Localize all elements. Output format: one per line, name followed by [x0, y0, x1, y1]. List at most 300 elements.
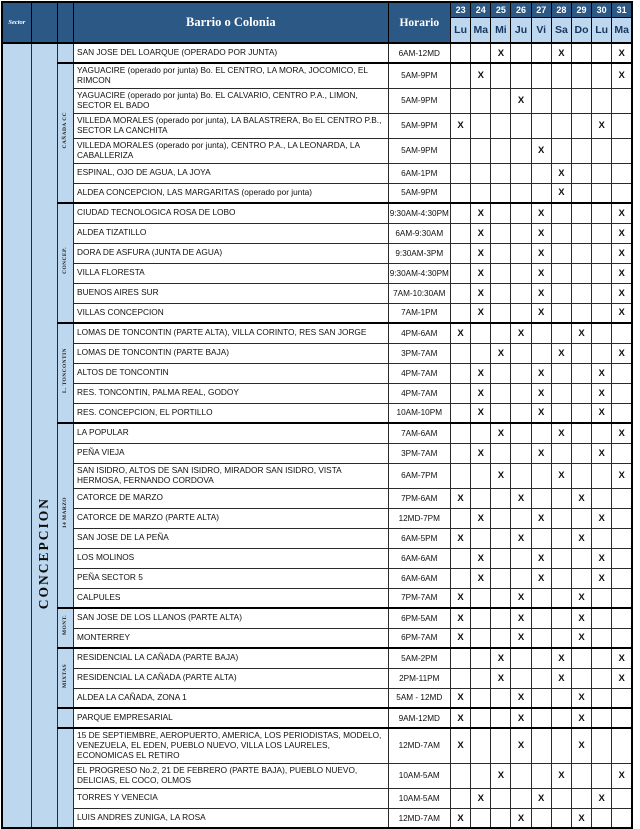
day-mark-cell	[511, 283, 531, 303]
horario-column-header: Horario	[388, 2, 450, 43]
day-mark-cell	[551, 728, 571, 763]
day-mark-cell	[571, 43, 591, 63]
horario-cell: 5AM - 12MD	[388, 688, 450, 708]
day-mark-cell	[592, 138, 612, 163]
day-mark-cell	[592, 488, 612, 508]
day-mark-cell: X	[571, 588, 591, 608]
day-mark-cell	[491, 528, 511, 548]
day-mark-cell	[571, 283, 591, 303]
day-mark-cell: X	[451, 808, 471, 828]
day-mark-cell	[592, 343, 612, 363]
day-mark-cell	[491, 243, 511, 263]
table-row	[2, 508, 632, 528]
day-mark-cell	[491, 488, 511, 508]
day-mark-cell	[511, 223, 531, 243]
day-mark-cell	[491, 138, 511, 163]
barrio-cell: DORA DE ASFURA (JUNTA DE AGUA)	[74, 243, 388, 263]
table-row	[2, 788, 632, 808]
day-mark-cell	[491, 88, 511, 113]
horario-cell: 5AM-9PM	[388, 113, 450, 138]
day-mark-cell	[612, 488, 632, 508]
day-mark-cell: X	[592, 363, 612, 383]
day-mark-cell	[491, 688, 511, 708]
day-mark-cell	[571, 183, 591, 203]
day-mark-cell	[531, 343, 551, 363]
day-mark-cell: X	[471, 203, 491, 223]
barrio-cell: SAN ISIDRO, ALTOS DE SAN ISIDRO, MIRADOR SAN ISIDRO, VISTA HERMOSA, FERNANDO CORDOVA	[74, 463, 388, 488]
day-mark-cell: X	[612, 303, 632, 323]
horario-cell: 5AM-9PM	[388, 183, 450, 203]
day-mark-cell	[451, 343, 471, 363]
barrio-cell: ALDEA CONCEPCION, LAS MARGARITAS (operado por junta)	[74, 183, 388, 203]
day-mark-cell	[511, 203, 531, 223]
day-mark-cell	[531, 113, 551, 138]
day-mark-cell	[592, 628, 612, 648]
horario-cell: 6AM-6AM	[388, 548, 450, 568]
table-row	[2, 63, 632, 88]
barrio-cell: PARQUE EMPRESARIAL	[74, 708, 388, 728]
day-mark-cell	[471, 463, 491, 488]
barrio-cell: YAGUACIRE (operado por junta) Bo. EL CENTRO, LA MORA, JOCOMICO, EL RIMCON	[74, 63, 388, 88]
day-mark-cell: X	[511, 708, 531, 728]
horario-cell: 6AM-6AM	[388, 568, 450, 588]
day-mark-cell	[471, 138, 491, 163]
day-mark-cell	[551, 203, 571, 223]
day-mark-cell	[571, 568, 591, 588]
day-mark-cell: X	[551, 423, 571, 443]
day-mark-cell	[491, 628, 511, 648]
group-label-cell	[57, 323, 73, 423]
table-row	[2, 383, 632, 403]
day-mark-cell	[491, 113, 511, 138]
day-mark-cell	[551, 788, 571, 808]
table-row	[2, 463, 632, 488]
barrio-cell: SAN JOSE DE LOS LLANOS (PARTE ALTA)	[74, 608, 388, 628]
day-mark-cell: X	[571, 608, 591, 628]
day-mark-cell: X	[471, 283, 491, 303]
table-row	[2, 763, 632, 788]
table-row	[2, 343, 632, 363]
day-mark-cell	[612, 628, 632, 648]
horario-cell: 10AM-5AM	[388, 788, 450, 808]
day-mark-cell: X	[511, 323, 531, 343]
day-mark-cell	[571, 63, 591, 88]
day-mark-cell	[471, 808, 491, 828]
day-mark-cell	[531, 668, 551, 688]
day-mark-cell	[612, 568, 632, 588]
horario-cell: 7PM-6AM	[388, 488, 450, 508]
day-mark-cell: X	[571, 708, 591, 728]
day-mark-cell	[531, 488, 551, 508]
day-mark-cell	[551, 323, 571, 343]
day-mark-cell: X	[551, 648, 571, 668]
day-mark-cell	[471, 628, 491, 648]
day-mark-cell: X	[471, 383, 491, 403]
group-label-cell	[57, 608, 73, 648]
day-mark-cell	[491, 728, 511, 763]
day-mark-cell	[551, 588, 571, 608]
day-mark-cell	[612, 688, 632, 708]
day-mark-cell	[511, 138, 531, 163]
barrio-cell: LA POPULAR	[74, 423, 388, 443]
day-mark-cell	[592, 808, 612, 828]
date-column-header: 30	[592, 2, 612, 17]
day-mark-cell	[511, 508, 531, 528]
day-mark-cell	[531, 588, 551, 608]
day-mark-cell	[551, 88, 571, 113]
day-mark-cell: X	[491, 423, 511, 443]
day-mark-cell	[592, 688, 612, 708]
day-mark-cell: X	[451, 708, 471, 728]
table-row	[2, 548, 632, 568]
table-row	[2, 43, 632, 63]
day-mark-cell	[451, 763, 471, 788]
day-mark-cell: X	[531, 243, 551, 263]
day-mark-cell: X	[451, 728, 471, 763]
day-mark-cell	[451, 363, 471, 383]
day-mark-cell	[531, 163, 551, 183]
barrio-cell: CIUDAD TECNOLOGICA ROSA DE LOBO	[74, 203, 388, 223]
day-mark-cell	[491, 63, 511, 88]
barrio-cell: RES. TONCONTIN, PALMA REAL, GODOY	[74, 383, 388, 403]
barrio-cell: PEÑA VIEJA	[74, 443, 388, 463]
barrio-cell: CALPULES	[74, 588, 388, 608]
day-mark-cell: X	[592, 383, 612, 403]
day-mark-cell	[612, 383, 632, 403]
sector-name-column-header	[31, 2, 57, 43]
barrio-cell: PEÑA SECTOR 5	[74, 568, 388, 588]
horario-cell: 5AM-9PM	[388, 138, 450, 163]
day-mark-cell	[571, 138, 591, 163]
day-mark-cell: X	[511, 808, 531, 828]
day-mark-cell: X	[531, 303, 551, 323]
day-mark-cell	[491, 508, 511, 528]
day-mark-cell: X	[511, 728, 531, 763]
day-mark-cell: X	[471, 508, 491, 528]
day-mark-cell	[491, 383, 511, 403]
day-mark-cell	[571, 648, 591, 668]
day-mark-cell	[511, 568, 531, 588]
table-row	[2, 608, 632, 628]
day-mark-cell	[511, 668, 531, 688]
day-mark-cell	[592, 243, 612, 263]
barrio-cell: VILLEDA MORALES (operado por junta), LA BALASTRERA, Bo EL CENTRO P.B., SECTOR LA CANCHITA	[74, 113, 388, 138]
table-row	[2, 443, 632, 463]
day-mark-cell	[531, 463, 551, 488]
day-mark-cell	[451, 43, 471, 63]
horario-cell: 6AM-7PM	[388, 463, 450, 488]
day-mark-cell	[451, 788, 471, 808]
horario-cell: 7AM-6AM	[388, 423, 450, 443]
group-label-cell	[57, 648, 73, 708]
day-mark-cell	[451, 283, 471, 303]
day-mark-cell	[571, 113, 591, 138]
day-mark-cell	[612, 728, 632, 763]
table-row	[2, 488, 632, 508]
day-mark-cell: X	[471, 63, 491, 88]
day-mark-cell	[511, 648, 531, 668]
horario-cell: 4PM-7AM	[388, 383, 450, 403]
table-row	[2, 163, 632, 183]
table-row	[2, 323, 632, 343]
day-mark-cell	[551, 708, 571, 728]
sector-vertical-label: CONCEPCION	[36, 497, 52, 610]
day-mark-cell: X	[612, 648, 632, 668]
horario-cell: 5AM-9PM	[388, 63, 450, 88]
group-vertical-label: CAÑADA CC	[62, 112, 69, 149]
barrio-cell: SAN JOSE DEL LOARQUE (OPERADO POR JUNTA)	[74, 43, 388, 63]
date-column-header: 23	[451, 2, 471, 17]
day-mark-cell	[511, 463, 531, 488]
day-mark-cell	[451, 548, 471, 568]
day-mark-cell	[491, 203, 511, 223]
day-mark-cell: X	[612, 343, 632, 363]
day-mark-cell	[612, 708, 632, 728]
horario-cell: 12MD-7PM	[388, 508, 450, 528]
day-mark-cell	[612, 508, 632, 528]
day-mark-cell	[511, 788, 531, 808]
day-column-header: Lu	[451, 17, 471, 43]
day-mark-cell	[531, 808, 551, 828]
day-mark-cell	[511, 443, 531, 463]
day-mark-cell: X	[612, 263, 632, 283]
day-mark-cell: X	[471, 263, 491, 283]
day-mark-cell	[491, 323, 511, 343]
day-mark-cell	[491, 443, 511, 463]
day-mark-cell	[451, 163, 471, 183]
day-mark-cell	[592, 88, 612, 113]
day-mark-cell	[612, 608, 632, 628]
day-mark-cell	[592, 283, 612, 303]
horario-cell: 9:30AM-3PM	[388, 243, 450, 263]
group-vertical-label: MONT.	[62, 615, 69, 636]
horario-cell: 4PM-6AM	[388, 323, 450, 343]
day-mark-cell	[612, 113, 632, 138]
day-mark-cell: X	[592, 403, 612, 423]
day-mark-cell	[531, 763, 551, 788]
barrio-cell: CATORCE DE MARZO (PARTE ALTA)	[74, 508, 388, 528]
day-mark-cell: X	[491, 763, 511, 788]
day-mark-cell	[571, 163, 591, 183]
day-mark-cell: X	[531, 788, 551, 808]
day-mark-cell: X	[612, 243, 632, 263]
horario-cell: 12MD-7AM	[388, 728, 450, 763]
horario-cell: 6AM-9:30AM	[388, 223, 450, 243]
group-vertical-label: CONCEP.	[62, 247, 69, 275]
day-mark-cell	[491, 568, 511, 588]
date-column-header: 27	[531, 2, 551, 17]
day-mark-cell	[551, 263, 571, 283]
day-column-header: Sa	[551, 17, 571, 43]
day-mark-cell	[592, 263, 612, 283]
day-mark-cell	[531, 323, 551, 343]
day-mark-cell: X	[612, 668, 632, 688]
day-mark-cell: X	[571, 628, 591, 648]
horario-cell: 7PM-7AM	[388, 588, 450, 608]
day-mark-cell: X	[471, 788, 491, 808]
day-mark-cell	[471, 708, 491, 728]
day-mark-cell	[451, 138, 471, 163]
day-mark-cell	[451, 223, 471, 243]
table-row	[2, 423, 632, 443]
day-mark-cell	[612, 88, 632, 113]
day-mark-cell	[451, 463, 471, 488]
day-mark-cell	[491, 303, 511, 323]
day-mark-cell	[531, 688, 551, 708]
day-mark-cell	[451, 88, 471, 113]
day-mark-cell	[471, 648, 491, 668]
day-mark-cell	[451, 423, 471, 443]
day-mark-cell	[511, 163, 531, 183]
day-mark-cell	[551, 443, 571, 463]
table-header	[2, 2, 632, 43]
day-mark-cell	[531, 43, 551, 63]
day-mark-cell	[451, 568, 471, 588]
day-mark-cell	[471, 668, 491, 688]
day-mark-cell	[571, 88, 591, 113]
day-mark-cell	[551, 508, 571, 528]
horario-cell: 5AM-9PM	[388, 88, 450, 113]
day-mark-cell	[612, 808, 632, 828]
group-vertical-label: MIXTAS	[62, 663, 69, 688]
barrio-cell: EL PROGRESO No.2, 21 DE FEBRERO (PARTE BAJA), PUEBLO NUEVO, DELICIAS, EL COCO, OLMOS	[74, 763, 388, 788]
day-mark-cell	[471, 43, 491, 63]
day-mark-cell	[451, 303, 471, 323]
day-mark-cell	[451, 508, 471, 528]
table-row	[2, 88, 632, 113]
group-vertical-label: 14 MARZO	[62, 497, 69, 529]
day-mark-cell: X	[612, 43, 632, 63]
day-mark-cell	[471, 688, 491, 708]
table-row	[2, 688, 632, 708]
day-mark-cell: X	[471, 243, 491, 263]
day-mark-cell	[511, 43, 531, 63]
day-mark-cell	[612, 183, 632, 203]
horario-cell: 5AM-2PM	[388, 648, 450, 668]
sector-name-cell	[31, 43, 57, 828]
day-mark-cell	[612, 138, 632, 163]
day-mark-cell	[531, 648, 551, 668]
table-row	[2, 363, 632, 383]
day-mark-cell	[451, 443, 471, 463]
day-mark-cell: X	[612, 763, 632, 788]
day-mark-cell: X	[491, 43, 511, 63]
day-mark-cell	[491, 588, 511, 608]
barrio-cell: ALDEA LA CAÑADA, ZONA 1	[74, 688, 388, 708]
day-mark-cell	[511, 763, 531, 788]
day-mark-cell	[471, 763, 491, 788]
group-label-cell	[57, 43, 73, 63]
day-mark-cell	[511, 263, 531, 283]
table-row	[2, 113, 632, 138]
day-mark-cell: X	[531, 263, 551, 283]
day-mark-cell	[551, 303, 571, 323]
horario-cell: 9AM-12MD	[388, 708, 450, 728]
day-mark-cell	[571, 788, 591, 808]
day-mark-cell: X	[491, 463, 511, 488]
day-mark-cell	[451, 203, 471, 223]
barrio-cell: YAGUACIRE (operado por junta) Bo. EL CALVARIO, CENTRO P.A., LIMON, SECTOR EL BADO	[74, 88, 388, 113]
day-mark-cell	[531, 528, 551, 548]
day-mark-cell: X	[531, 138, 551, 163]
day-mark-cell: X	[571, 528, 591, 548]
day-mark-cell	[491, 363, 511, 383]
table-row	[2, 303, 632, 323]
horario-cell: 6PM-7AM	[388, 628, 450, 648]
day-mark-cell	[592, 303, 612, 323]
day-mark-cell	[511, 183, 531, 203]
day-mark-cell	[531, 708, 551, 728]
day-mark-cell	[531, 183, 551, 203]
day-mark-cell: X	[511, 688, 531, 708]
table-row	[2, 588, 632, 608]
table-row	[2, 183, 632, 203]
day-mark-cell: X	[451, 608, 471, 628]
horario-cell: 3PM-7AM	[388, 343, 450, 363]
day-mark-cell	[571, 383, 591, 403]
day-mark-cell: X	[551, 183, 571, 203]
day-mark-cell	[592, 668, 612, 688]
day-mark-cell: X	[491, 343, 511, 363]
day-mark-cell	[471, 608, 491, 628]
day-mark-cell	[551, 403, 571, 423]
day-mark-cell	[511, 113, 531, 138]
barrio-cell: CATORCE DE MARZO	[74, 488, 388, 508]
day-column-header: Mi	[491, 17, 511, 43]
date-column-header: 24	[471, 2, 491, 17]
day-mark-cell: X	[471, 548, 491, 568]
barrio-cell: RESIDENCIAL LA CAÑADA (PARTE ALTA)	[74, 668, 388, 688]
day-mark-cell	[571, 508, 591, 528]
day-mark-cell	[571, 363, 591, 383]
day-mark-cell	[471, 183, 491, 203]
table-row	[2, 648, 632, 668]
day-mark-cell	[491, 788, 511, 808]
day-mark-cell	[612, 548, 632, 568]
day-mark-cell	[571, 403, 591, 423]
day-mark-cell	[551, 63, 571, 88]
day-mark-cell	[551, 608, 571, 628]
day-mark-cell	[451, 668, 471, 688]
day-mark-cell	[551, 363, 571, 383]
day-mark-cell	[592, 323, 612, 343]
day-mark-cell: X	[511, 588, 531, 608]
day-mark-cell	[592, 63, 612, 88]
day-mark-cell: X	[531, 568, 551, 588]
day-column-header: Ma	[471, 17, 491, 43]
horario-cell: 6AM-5PM	[388, 528, 450, 548]
day-mark-cell: X	[592, 443, 612, 463]
barrio-cell: LUIS ANDRES ZUNIGA, LA ROSA	[74, 808, 388, 828]
day-mark-cell	[531, 88, 551, 113]
table-row	[2, 808, 632, 828]
day-mark-cell	[551, 628, 571, 648]
day-mark-cell	[471, 113, 491, 138]
day-mark-cell	[451, 183, 471, 203]
day-mark-cell	[612, 323, 632, 343]
date-column-header: 29	[571, 2, 591, 17]
day-mark-cell	[471, 163, 491, 183]
day-mark-cell	[612, 363, 632, 383]
day-mark-cell: X	[511, 88, 531, 113]
barrio-cell: LOMAS DE TONCONTIN (PARTE BAJA)	[74, 343, 388, 363]
table-row	[2, 203, 632, 223]
day-mark-cell	[612, 403, 632, 423]
table-row	[2, 668, 632, 688]
day-mark-cell: X	[551, 763, 571, 788]
barrio-cell: TORRES Y VENECIA	[74, 788, 388, 808]
day-mark-cell: X	[491, 668, 511, 688]
